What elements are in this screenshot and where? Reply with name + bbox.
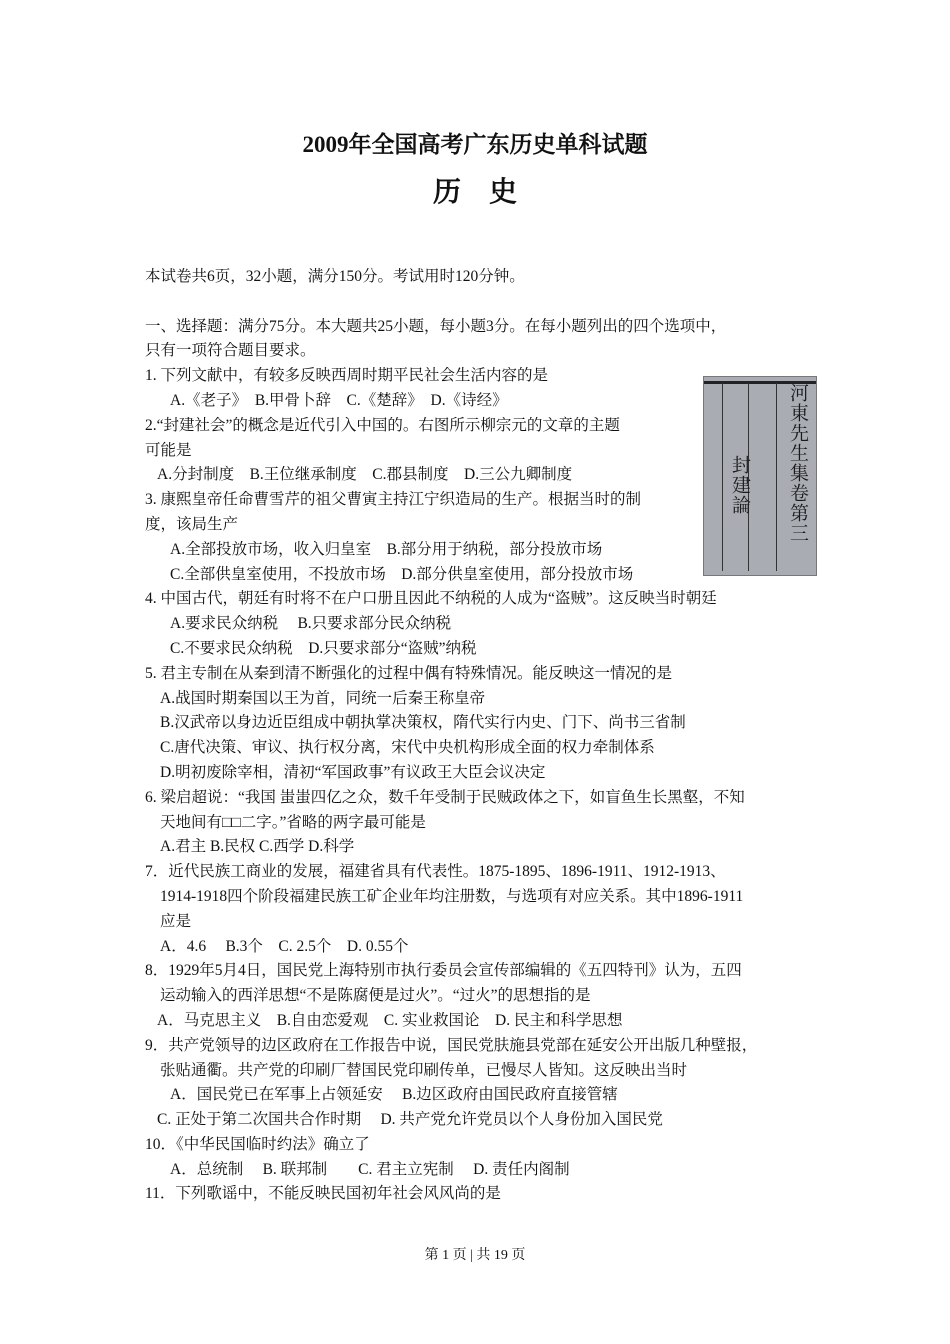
question-2-options: A.分封制度 B.王位继承制度 C.郡县制度 D.三公九卿制度 xyxy=(157,466,573,484)
question-4: 4. 中国古代，朝廷有时将不在户口册且因此不纳税的人成为“盗贼”。这反映当时朝廷 xyxy=(145,590,717,608)
question-5-option-c: C.唐代决策、审议、执行权分离，宋代中央机构形成全面的权力牵制体系 xyxy=(160,739,655,757)
exam-intro: 本试卷共6页，32小题，满分150分。考试用时120分钟。 xyxy=(145,268,525,285)
question-3-options-cd: C.全部供皇室使用，不投放市场 D.部分供皇室使用，部分投放市场 xyxy=(170,565,634,583)
essay-title-text: 封建論 xyxy=(729,455,750,515)
question-9: 9．共产党领导的边区政府在工作报告中说，国民党肤施县党部在延安公开出版几种壁报， xyxy=(145,1036,758,1054)
question-8-cont: 运动输入的西洋思想“不是陈腐便是过火”。“过火”的思想指的是 xyxy=(160,987,591,1005)
question-4-options-cd: C.不要求民众纳税 D.只要求部分“盗贼”纳税 xyxy=(170,639,477,657)
blank-line xyxy=(145,290,825,315)
book-title-text: 河東先生集卷第三 xyxy=(787,383,808,543)
question-8-options: A．马克思主义 B.自由恋爱观 C. 实业救国论 D. 民主和科学思想 xyxy=(157,1011,623,1029)
question-7-cont-2: 应是 xyxy=(160,912,192,930)
question-6-cont: 天地间有□□二字。”省略的两字最可能是 xyxy=(160,813,426,831)
question-2-cont: 可能是 xyxy=(145,441,192,459)
question-4-options-ab: A.要求民众纳税 B.只要求部分民众纳税 xyxy=(170,615,452,633)
question-8: 8．1929年5月4日，国民党上海特别市执行委员会宣传部编辑的《五四特刊》认为，五四 xyxy=(145,962,742,980)
section-heading-cont: 只有一项符合题目要求。 xyxy=(145,342,316,360)
question-2: 2.“封建社会”的概念是近代引入中国的。右图所示柳宗元的文章的主题 xyxy=(145,416,620,434)
question-3-options-ab: A.全部投放市场，收入归皇室 B.部分用于纳税，部分投放市场 xyxy=(170,540,603,558)
question-9-options-ab: A．国民党已在军事上占领延安 B.边区政府由国民政府直接管辖 xyxy=(170,1086,618,1104)
question-5-option-b: B.汉武帝以身边近臣组成中朝执掌决策权，隋代实行内史、门下、尚书三省制 xyxy=(160,714,686,732)
section-heading: 一、选择题：满分75分。本大题共25小题，每小题3分。在每小题列出的四个选项中， xyxy=(145,317,727,335)
question-5-option-a: A.战国时期秦国以王为首，同统一后秦王称皇帝 xyxy=(160,689,486,707)
question-3-cont: 度，该局生产 xyxy=(145,515,239,533)
page-footer: 第 1 页 | 共 19 页 xyxy=(424,1248,526,1263)
question-3: 3. 康熙皇帝任命曹雪芹的祖父曹寅主持江宁织造局的生产。根据当时的制 xyxy=(145,491,642,509)
question-6: 6. 梁启超说：“我国 蚩蚩四亿之众，数千年受制于民贼政体之下，如盲鱼生长黑壑，不知 xyxy=(145,788,745,806)
question-10-options: A．总统制 B. 联邦制 C. 君主立宪制 D. 责任内阁制 xyxy=(170,1160,570,1178)
document-subtitle: 历史 xyxy=(432,177,545,208)
question-7-options: A．4.6 B.3个 C. 2.5个 D. 0.55个 xyxy=(160,937,409,955)
question-7: 7．近代民族工商业的发展，福建省具有代表性。1875-1895、1896-1911、1912-1913、 xyxy=(145,863,726,881)
question-1-options: A.《老子》 B.甲骨卜辞 C.《楚辞》 D.《诗经》 xyxy=(170,391,508,409)
book-page-image xyxy=(703,376,817,576)
question-7-cont: 1914-1918四个阶段福建民族工矿企业年均注册数，与选项有对应关系。其中1896-1911 xyxy=(160,887,744,905)
question-9-cont: 张贴通衢。共产党的印刷厂替国民党印刷传单，已慢尽人皆知。这反映出当时 xyxy=(160,1061,688,1079)
question-11: 11．下列歌谣中，不能反映民国初年社会风风尚的是 xyxy=(145,1185,501,1203)
document-title: 2009年全国高考广东历史单科试题 xyxy=(302,132,648,157)
question-6-options: A.君主 B.民权 C.西学 D.科学 xyxy=(160,838,355,856)
question-5: 5. 君主专制在从秦到清不断强化的过程中偶有特殊情况。能反映这一情况的是 xyxy=(145,664,673,682)
question-1: 1. 下列文献中，有较多反映西周时期平民社会生活内容的是 xyxy=(145,367,549,385)
question-10: 10．《中华民国临时约法》确立了 xyxy=(145,1135,370,1153)
question-9-options-cd: C. 正处于第二次国共合作时期 D. 共产党允许党员以个人身份加入国民党 xyxy=(157,1111,663,1129)
question-5-option-d: D.明初废除宰相，清初“军国政事”有议政王大臣会议决定 xyxy=(160,763,546,781)
